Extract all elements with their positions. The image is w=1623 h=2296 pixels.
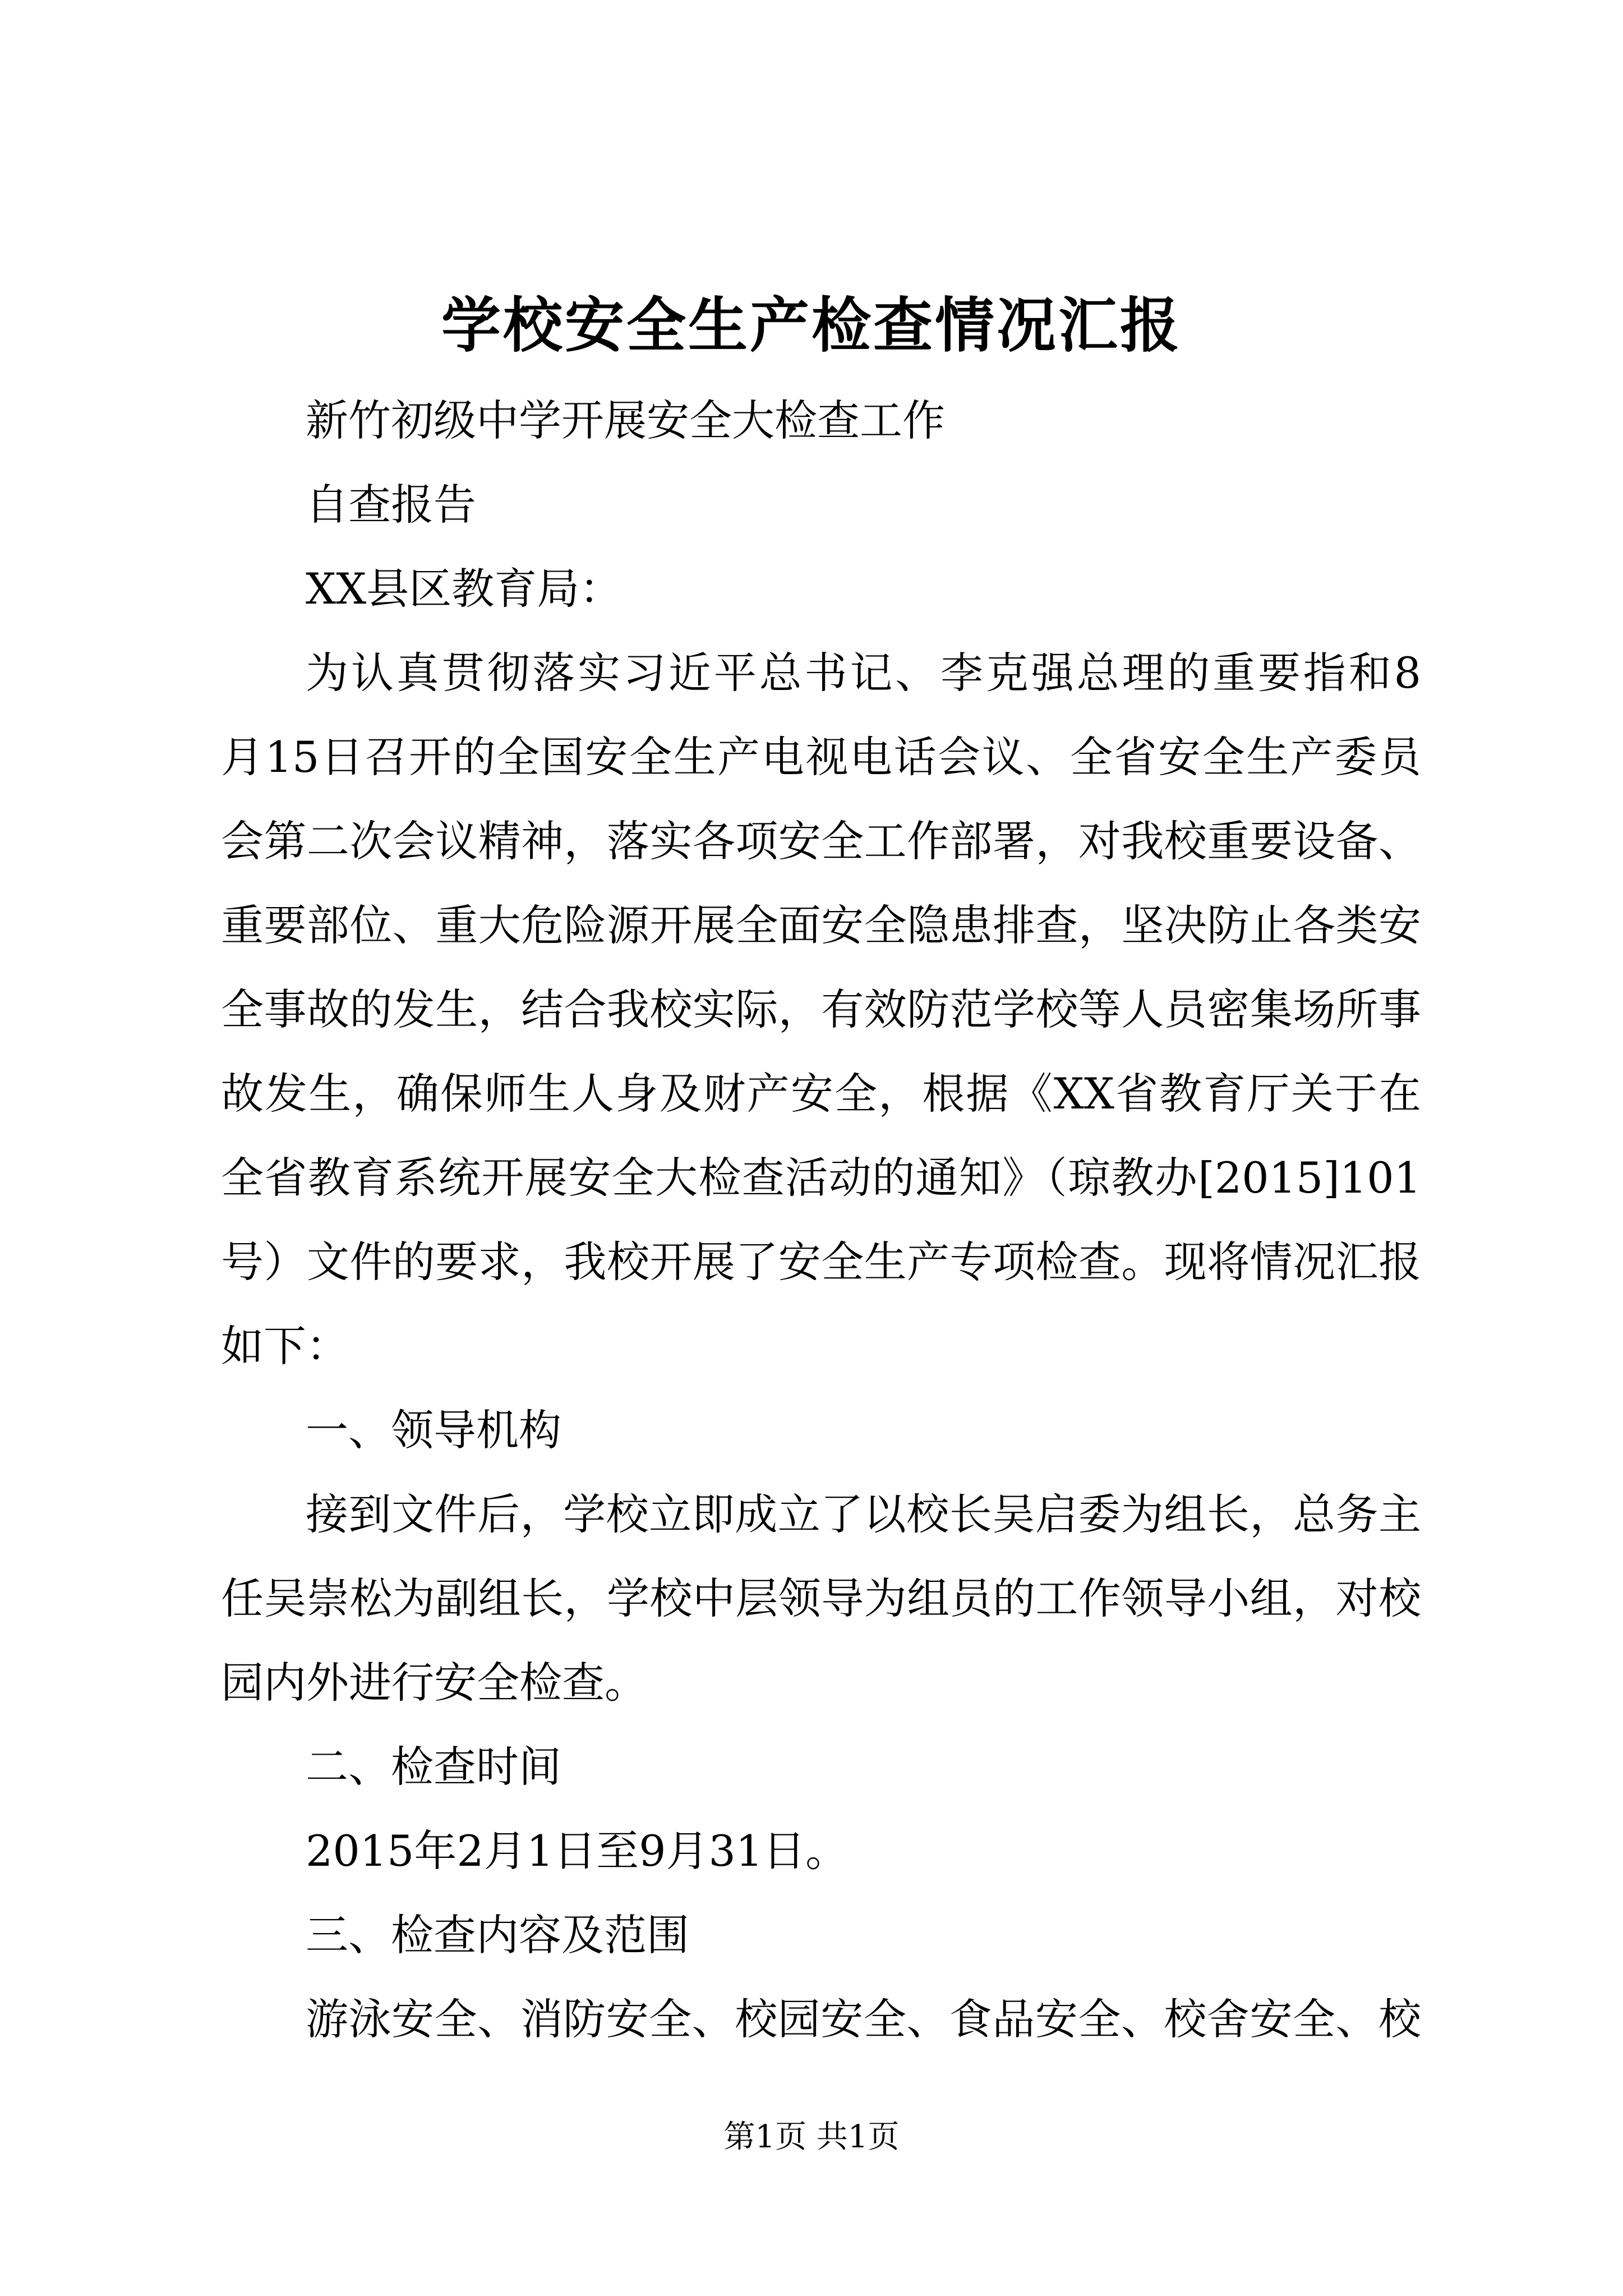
text-line: 全事故的发生，结合我校实际，有效防范学校等人员密集场所事 xyxy=(221,984,1421,1034)
section-heading: 三、检查内容及范围 xyxy=(306,1910,689,1960)
text-line: 号）文件的要求，我校开展了安全生产专项检查。现将情况汇报 xyxy=(221,1237,1421,1287)
text-line: 游泳安全、消防安全、校园安全、食品安全、校舍安全、校 xyxy=(306,1994,1421,2044)
text-line: 接到文件后，学校立即成立了以校长吴启委为组长，总务主 xyxy=(306,1489,1421,1539)
text-line: 为认真贯彻落实习近平总书记、李克强总理的重要指和8 xyxy=(306,648,1421,698)
section-heading: 一、领导机构 xyxy=(306,1405,561,1455)
section-heading: 二、检查时间 xyxy=(306,1742,561,1792)
text-line: 2015年2月1日至9月31日。 xyxy=(306,1826,849,1876)
text-line: 故发生，确保师生人身及财产安全，根据《XX省教育厅关于在 xyxy=(221,1069,1421,1119)
text-line: 自查报告 xyxy=(306,480,476,530)
page-footer: 第1页 共1页 xyxy=(723,2119,900,2155)
text-line: 如下： xyxy=(221,1321,349,1371)
document-title: 学校安全生产检查情况汇报 xyxy=(441,290,1182,360)
text-line: 全省教育系统开展安全大检查活动的通知》（琼教办[2015]101 xyxy=(221,1153,1421,1203)
text-line: XX县区教育局： xyxy=(306,564,623,614)
text-line: 会第二次会议精神，落实各项安全工作部署，对我校重要设备、 xyxy=(221,816,1421,866)
text-line: 园内外进行安全检查。 xyxy=(221,1658,647,1708)
text-line: 重要部位、重大危险源开展全面安全隐患排查，坚决防止各类安 xyxy=(221,900,1421,950)
text-line: 月15日召开的全国安全生产电视电话会议、全省安全生产委员 xyxy=(221,732,1421,782)
text-line: 新竹初级中学开展安全大检查工作 xyxy=(306,395,945,445)
text-line: 任吴崇松为副组长，学校中层领导为组员的工作领导小组，对校 xyxy=(221,1573,1421,1623)
